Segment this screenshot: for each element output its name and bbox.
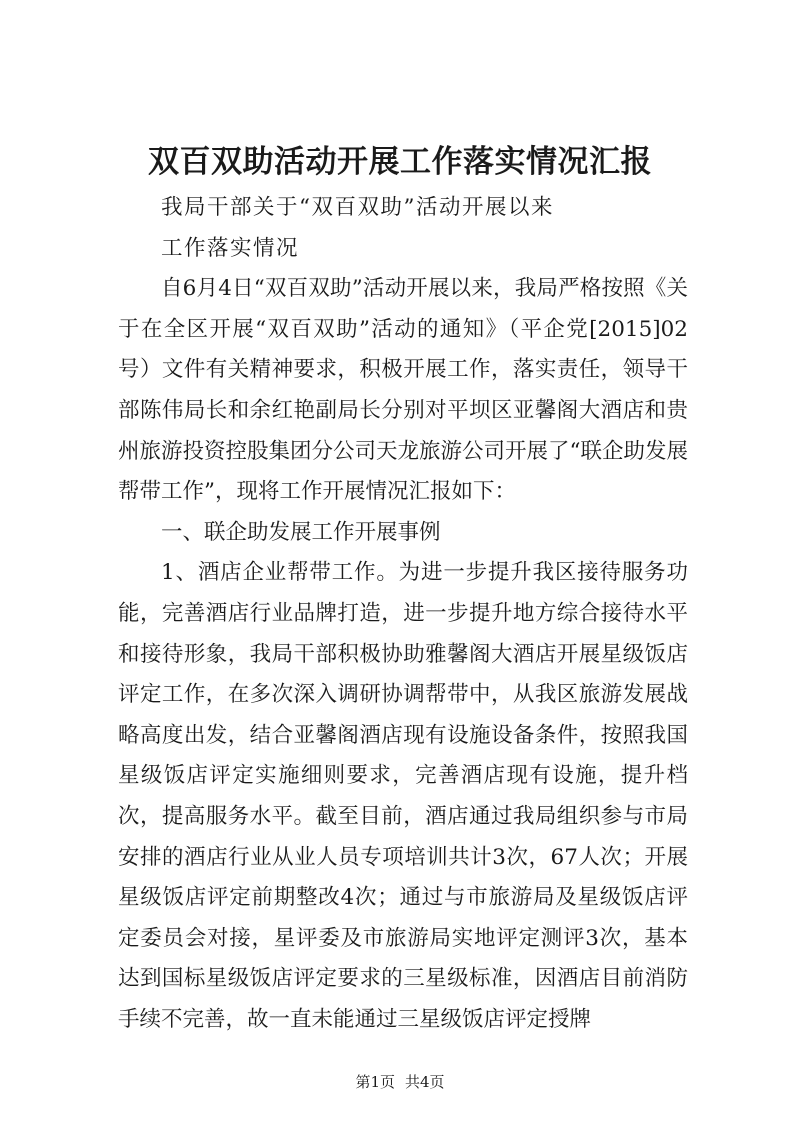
paragraph-intro: 自6月4日“双百双助”活动开展以来，我局严格按照《关于在全区开展“双百双助”活动的通知》（平企党[2015]02号）文件有关精神要求，积极开展工作，落实责任，领导干部陈伟局长和余红艳副局长分别对平坝区亚馨阁大酒店和贵州旅游投资控股集团分公司天龙旅游公司开展了“联企助发展帮带工作”，现将工作开展情况汇报如下： bbox=[118, 276, 688, 505]
page-total: 共4页 bbox=[405, 1073, 445, 1091]
section-heading: 一、联企助发展工作开展事例 bbox=[161, 519, 441, 545]
document-title: 双百双助活动开展工作落实情况汇报 bbox=[148, 144, 652, 180]
document-body bbox=[118, 188, 688, 1040]
page-number: 第1页 bbox=[355, 1073, 395, 1091]
page-footer bbox=[0, 1072, 800, 1092]
subtitle-line-1: 我局干部关于“双百双助”活动开展以来 bbox=[161, 195, 554, 220]
paragraph-hotel: 1、酒店企业帮带工作。为进一步提升我区接待服务功能，完善酒店行业品牌打造，进一步提升地方综合接待水平和接待形象，我局干部积极协助雅馨阁大酒店开展星级饭店评定工作，在多次深入调研协调帮带中，从我区旅游发展战略高度出发，结合亚馨阁酒店现有设施设备条件，按照我国星级饭店评定实施细则要求，完善酒店现有设施，提升档次，提高服务水平。截至目前，酒店通过我局组织参与市局安排的酒店行业从业人员专项培训共计3次，67人次；开展星级饭店评定前期整改4次；通过与市旅游局及星级饭店评定委员会对接，星评委及市旅游局实地评定测评3次，基本达到国标星级饭店评定要求的三星级标准，因酒店目前消防手续不完善，故一直未能通过三星级饭店评定授牌 bbox=[118, 560, 688, 1032]
subtitle-line-2: 工作落实情况 bbox=[161, 235, 300, 261]
